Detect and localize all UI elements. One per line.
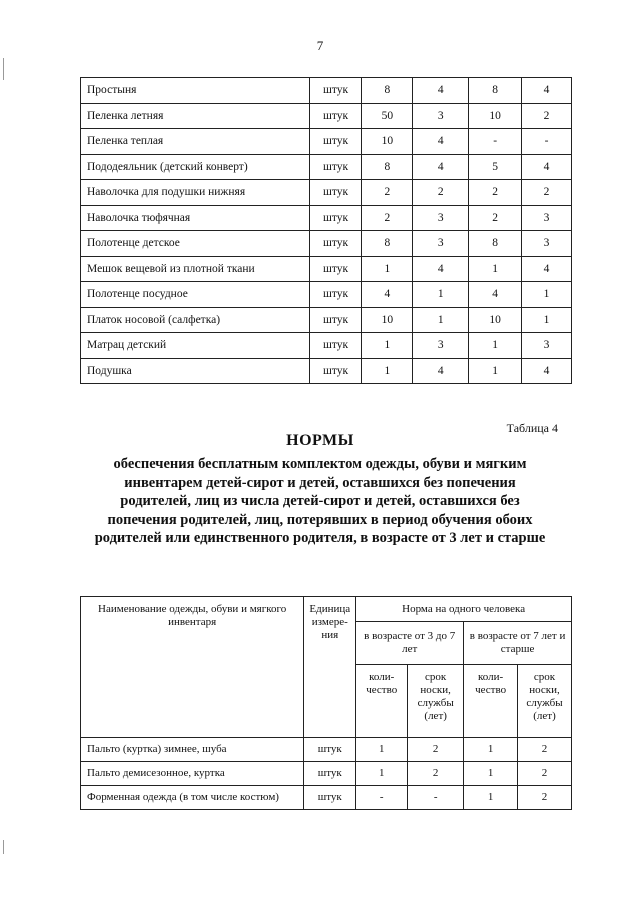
- section-subtitle: обеспечения бесплатным комплектом одежды, обуви и мягким инвентарем детей-сирот и детей, оставшихся без попечения родителей, лиц из числа детей-сирот и детей, оставшихся без попечения родителей, лиц, потерявших в период обучения обоих родителей или единственного родителя, в возрасте от 3 лет и старше: [94, 456, 546, 547]
- value-cell: 10: [469, 103, 522, 129]
- table-row: [81, 78, 572, 104]
- item-unit: штук: [309, 358, 362, 384]
- item-unit: штук: [309, 154, 362, 180]
- value-cell: 4: [522, 154, 572, 180]
- scan-mark: [3, 840, 4, 854]
- value-cell: 2: [408, 738, 464, 762]
- value-cell: 10: [362, 307, 413, 333]
- header-term: срок носки, службы (лет): [408, 665, 464, 738]
- item-unit: штук: [309, 307, 362, 333]
- header-group-7-plus: в возрасте от 7 лет и старше: [464, 622, 572, 665]
- value-cell: 2: [362, 180, 413, 206]
- value-cell: 1: [464, 786, 518, 810]
- value-cell: 1: [362, 333, 413, 359]
- scan-mark: [3, 58, 4, 80]
- value-cell: -: [408, 786, 464, 810]
- clothing-norms-table: [80, 596, 572, 810]
- item-name: Платок носовой (салфетка): [81, 307, 310, 333]
- table-row: [81, 103, 572, 129]
- value-cell: 2: [362, 205, 413, 231]
- value-cell: 2: [413, 180, 469, 206]
- value-cell: 1: [469, 333, 522, 359]
- value-cell: 1: [362, 358, 413, 384]
- section-title: НОРМЫ: [286, 432, 354, 449]
- value-cell: 4: [522, 78, 572, 104]
- item-unit: штук: [309, 282, 362, 308]
- value-cell: 2: [522, 103, 572, 129]
- value-cell: 4: [413, 154, 469, 180]
- value-cell: 8: [469, 78, 522, 104]
- table-row: [81, 256, 572, 282]
- item-name: Пальто демисезонное, куртка: [81, 762, 304, 786]
- value-cell: 2: [518, 738, 572, 762]
- table-row: [81, 231, 572, 257]
- value-cell: 1: [413, 307, 469, 333]
- header-group-3-7: в возрасте от 3 до 7 лет: [356, 622, 464, 665]
- value-cell: 3: [522, 333, 572, 359]
- item-unit: штук: [309, 180, 362, 206]
- table-row: [81, 154, 572, 180]
- item-unit: штук: [304, 738, 356, 762]
- item-name: Пеленка теплая: [81, 129, 310, 155]
- value-cell: 2: [469, 205, 522, 231]
- table-row: [81, 129, 572, 155]
- value-cell: 1: [464, 762, 518, 786]
- value-cell: 3: [522, 205, 572, 231]
- table-row: [81, 333, 572, 359]
- value-cell: 1: [469, 358, 522, 384]
- value-cell: 3: [522, 231, 572, 257]
- item-name: Мешок вещевой из плотной ткани: [81, 256, 310, 282]
- table-label: Таблица 4: [506, 421, 558, 435]
- value-cell: 5: [469, 154, 522, 180]
- item-unit: штук: [309, 129, 362, 155]
- value-cell: 8: [469, 231, 522, 257]
- item-unit: штук: [304, 762, 356, 786]
- table-row: [81, 307, 572, 333]
- value-cell: 1: [522, 307, 572, 333]
- value-cell: 4: [413, 129, 469, 155]
- value-cell: -: [356, 786, 408, 810]
- table-row: [81, 762, 572, 786]
- item-name: Полотенце детское: [81, 231, 310, 257]
- item-name: Наволочка для подушки нижняя: [81, 180, 310, 206]
- value-cell: -: [469, 129, 522, 155]
- value-cell: 1: [469, 256, 522, 282]
- item-unit: штук: [304, 786, 356, 810]
- value-cell: 3: [413, 231, 469, 257]
- value-cell: 10: [362, 129, 413, 155]
- item-unit: штук: [309, 333, 362, 359]
- value-cell: 8: [362, 154, 413, 180]
- item-name: Подушка: [81, 358, 310, 384]
- item-name: Пододеяльник (детский конверт): [81, 154, 310, 180]
- value-cell: 3: [413, 103, 469, 129]
- value-cell: 3: [413, 333, 469, 359]
- bedding-norms-table: [80, 77, 572, 384]
- value-cell: 4: [522, 358, 572, 384]
- value-cell: 2: [518, 762, 572, 786]
- item-name: Пальто (куртка) зимнее, шуба: [81, 738, 304, 762]
- value-cell: 4: [413, 358, 469, 384]
- item-unit: штук: [309, 231, 362, 257]
- value-cell: 2: [408, 762, 464, 786]
- value-cell: -: [522, 129, 572, 155]
- item-unit: штук: [309, 78, 362, 104]
- table-row: [81, 786, 572, 810]
- header-name: Наименование одежды, обуви и мягкого инвентаря: [81, 597, 304, 738]
- item-name: Простыня: [81, 78, 310, 104]
- item-unit: штук: [309, 205, 362, 231]
- value-cell: 4: [469, 282, 522, 308]
- item-name: Пеленка летняя: [81, 103, 310, 129]
- item-unit: штук: [309, 103, 362, 129]
- value-cell: 4: [522, 256, 572, 282]
- header-row: [81, 597, 572, 622]
- header-unit: Единица измерения: [304, 597, 356, 738]
- value-cell: 1: [522, 282, 572, 308]
- value-cell: 4: [413, 78, 469, 104]
- value-cell: 4: [362, 282, 413, 308]
- value-cell: 50: [362, 103, 413, 129]
- header-qty: количество: [464, 665, 518, 738]
- item-name: Наволочка тюфячная: [81, 205, 310, 231]
- value-cell: 1: [413, 282, 469, 308]
- item-name: Полотенце посудное: [81, 282, 310, 308]
- item-unit: штук: [309, 256, 362, 282]
- table-row: [81, 180, 572, 206]
- value-cell: 10: [469, 307, 522, 333]
- value-cell: 3: [413, 205, 469, 231]
- value-cell: 8: [362, 231, 413, 257]
- value-cell: 2: [518, 786, 572, 810]
- value-cell: 8: [362, 78, 413, 104]
- table-row: [81, 358, 572, 384]
- value-cell: 2: [522, 180, 572, 206]
- value-cell: 1: [464, 738, 518, 762]
- table-row: [81, 738, 572, 762]
- header-qty: количество: [356, 665, 408, 738]
- value-cell: 1: [356, 738, 408, 762]
- table-row: [81, 282, 572, 308]
- header-norm: Норма на одного человека: [356, 597, 572, 622]
- value-cell: 2: [469, 180, 522, 206]
- value-cell: 1: [362, 256, 413, 282]
- table-row: [81, 205, 572, 231]
- value-cell: 1: [356, 762, 408, 786]
- page-number: 7: [316, 38, 324, 53]
- header-term: срок носки, службы (лет): [518, 665, 572, 738]
- item-name: Матрац детский: [81, 333, 310, 359]
- item-name: Форменная одежда (в том числе костюм): [81, 786, 304, 810]
- value-cell: 4: [413, 256, 469, 282]
